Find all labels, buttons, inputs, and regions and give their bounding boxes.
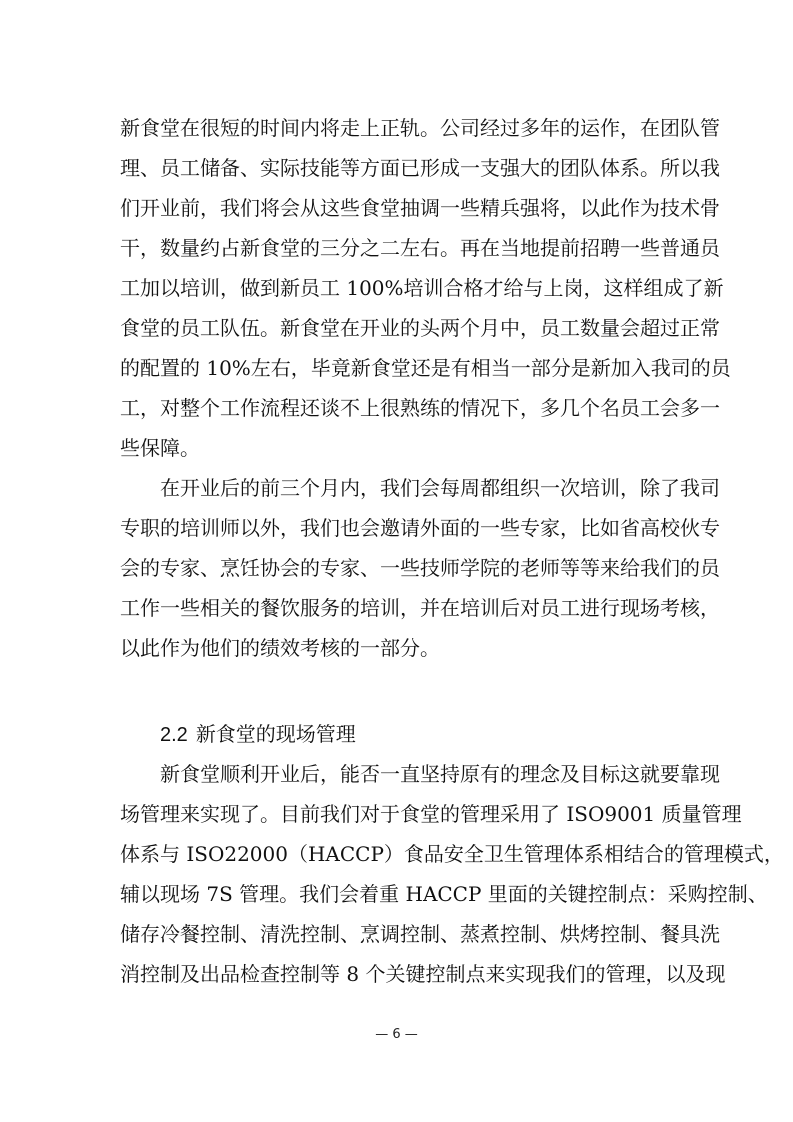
text-line: 干，数量约占新食堂的三分之二左右。再在当地提前招聘一些普通员 — [120, 236, 720, 260]
text-line: 在开业后的前三个月内，我们会每周都组织一次培训，除了我司 — [160, 476, 720, 500]
section-number: 2.2 — [160, 724, 188, 746]
section-title: 新食堂的现场管理 — [195, 722, 356, 746]
text-line: 储存冷餐控制、清洗控制、烹调控制、蒸煮控制、烘烤控制、餐具洗 — [120, 922, 720, 946]
paragraph-staffing — [120, 108, 731, 468]
text-line: 的配置的 10%左右，毕竟新食堂还是有相当一部分是新加入我司的员 — [120, 356, 731, 380]
text-line: 辅以现场 7S 管理。我们会着重 HACCP 里面的关键控制点：采购控制、 — [120, 882, 768, 906]
text-line: 专职的培训师以外，我们也会邀请外面的一些专家，比如省高校伙专 — [120, 516, 720, 540]
text-line: 食堂的员工队伍。新食堂在开业的头两个月中，员工数量会超过正常 — [120, 316, 720, 340]
text-line: 消控制及出品检查控制等 8 个关键控制点来实现我们的管理，以及现 — [120, 962, 726, 986]
paragraph-training — [120, 468, 720, 668]
paragraph-site-management — [120, 754, 784, 994]
text-line: 场管理来实现了。目前我们对于食堂的管理采用了 ISO9001 质量管理 — [120, 802, 742, 826]
text-line: 工，对整个工作流程还谈不上很熟练的情况下，多几个名员工会多一 — [120, 396, 720, 420]
text-line: 会的专家、烹饪协会的专家、一些技师学院的老师等等来给我们的员 — [120, 556, 720, 580]
text-line: 体系与 ISO22000（HACCP）食品安全卫生管理体系相结合的管理模式， — [120, 842, 784, 866]
text-line: 些保障。 — [120, 436, 200, 460]
text-line: 们开业前，我们将会从这些食堂抽调一些精兵强将，以此作为技术骨 — [120, 196, 720, 220]
document-body — [120, 108, 784, 994]
section-heading — [120, 714, 675, 754]
text-line: 新食堂在很短的时间内将走上正轨。公司经过多年的运作，在团队管 — [120, 116, 720, 140]
page-number: — 6 — — [375, 1027, 418, 1042]
text-line: 新食堂顺利开业后，能否一直坚持原有的理念及目标这就要靠现 — [160, 762, 720, 786]
text-line: 以此作为他们的绩效考核的一部分。 — [120, 636, 440, 660]
text-line: 工作一些相关的餐饮服务的培训，并在培训后对员工进行现场考核， — [120, 596, 720, 620]
paragraph-spacer — [120, 668, 675, 714]
text-line: 理、员工储备、实际技能等方面已形成一支强大的团队体系。所以我 — [120, 156, 720, 180]
text-line: 工加以培训，做到新员工 100%培训合格才给与上岗，这样组成了新 — [120, 276, 724, 300]
